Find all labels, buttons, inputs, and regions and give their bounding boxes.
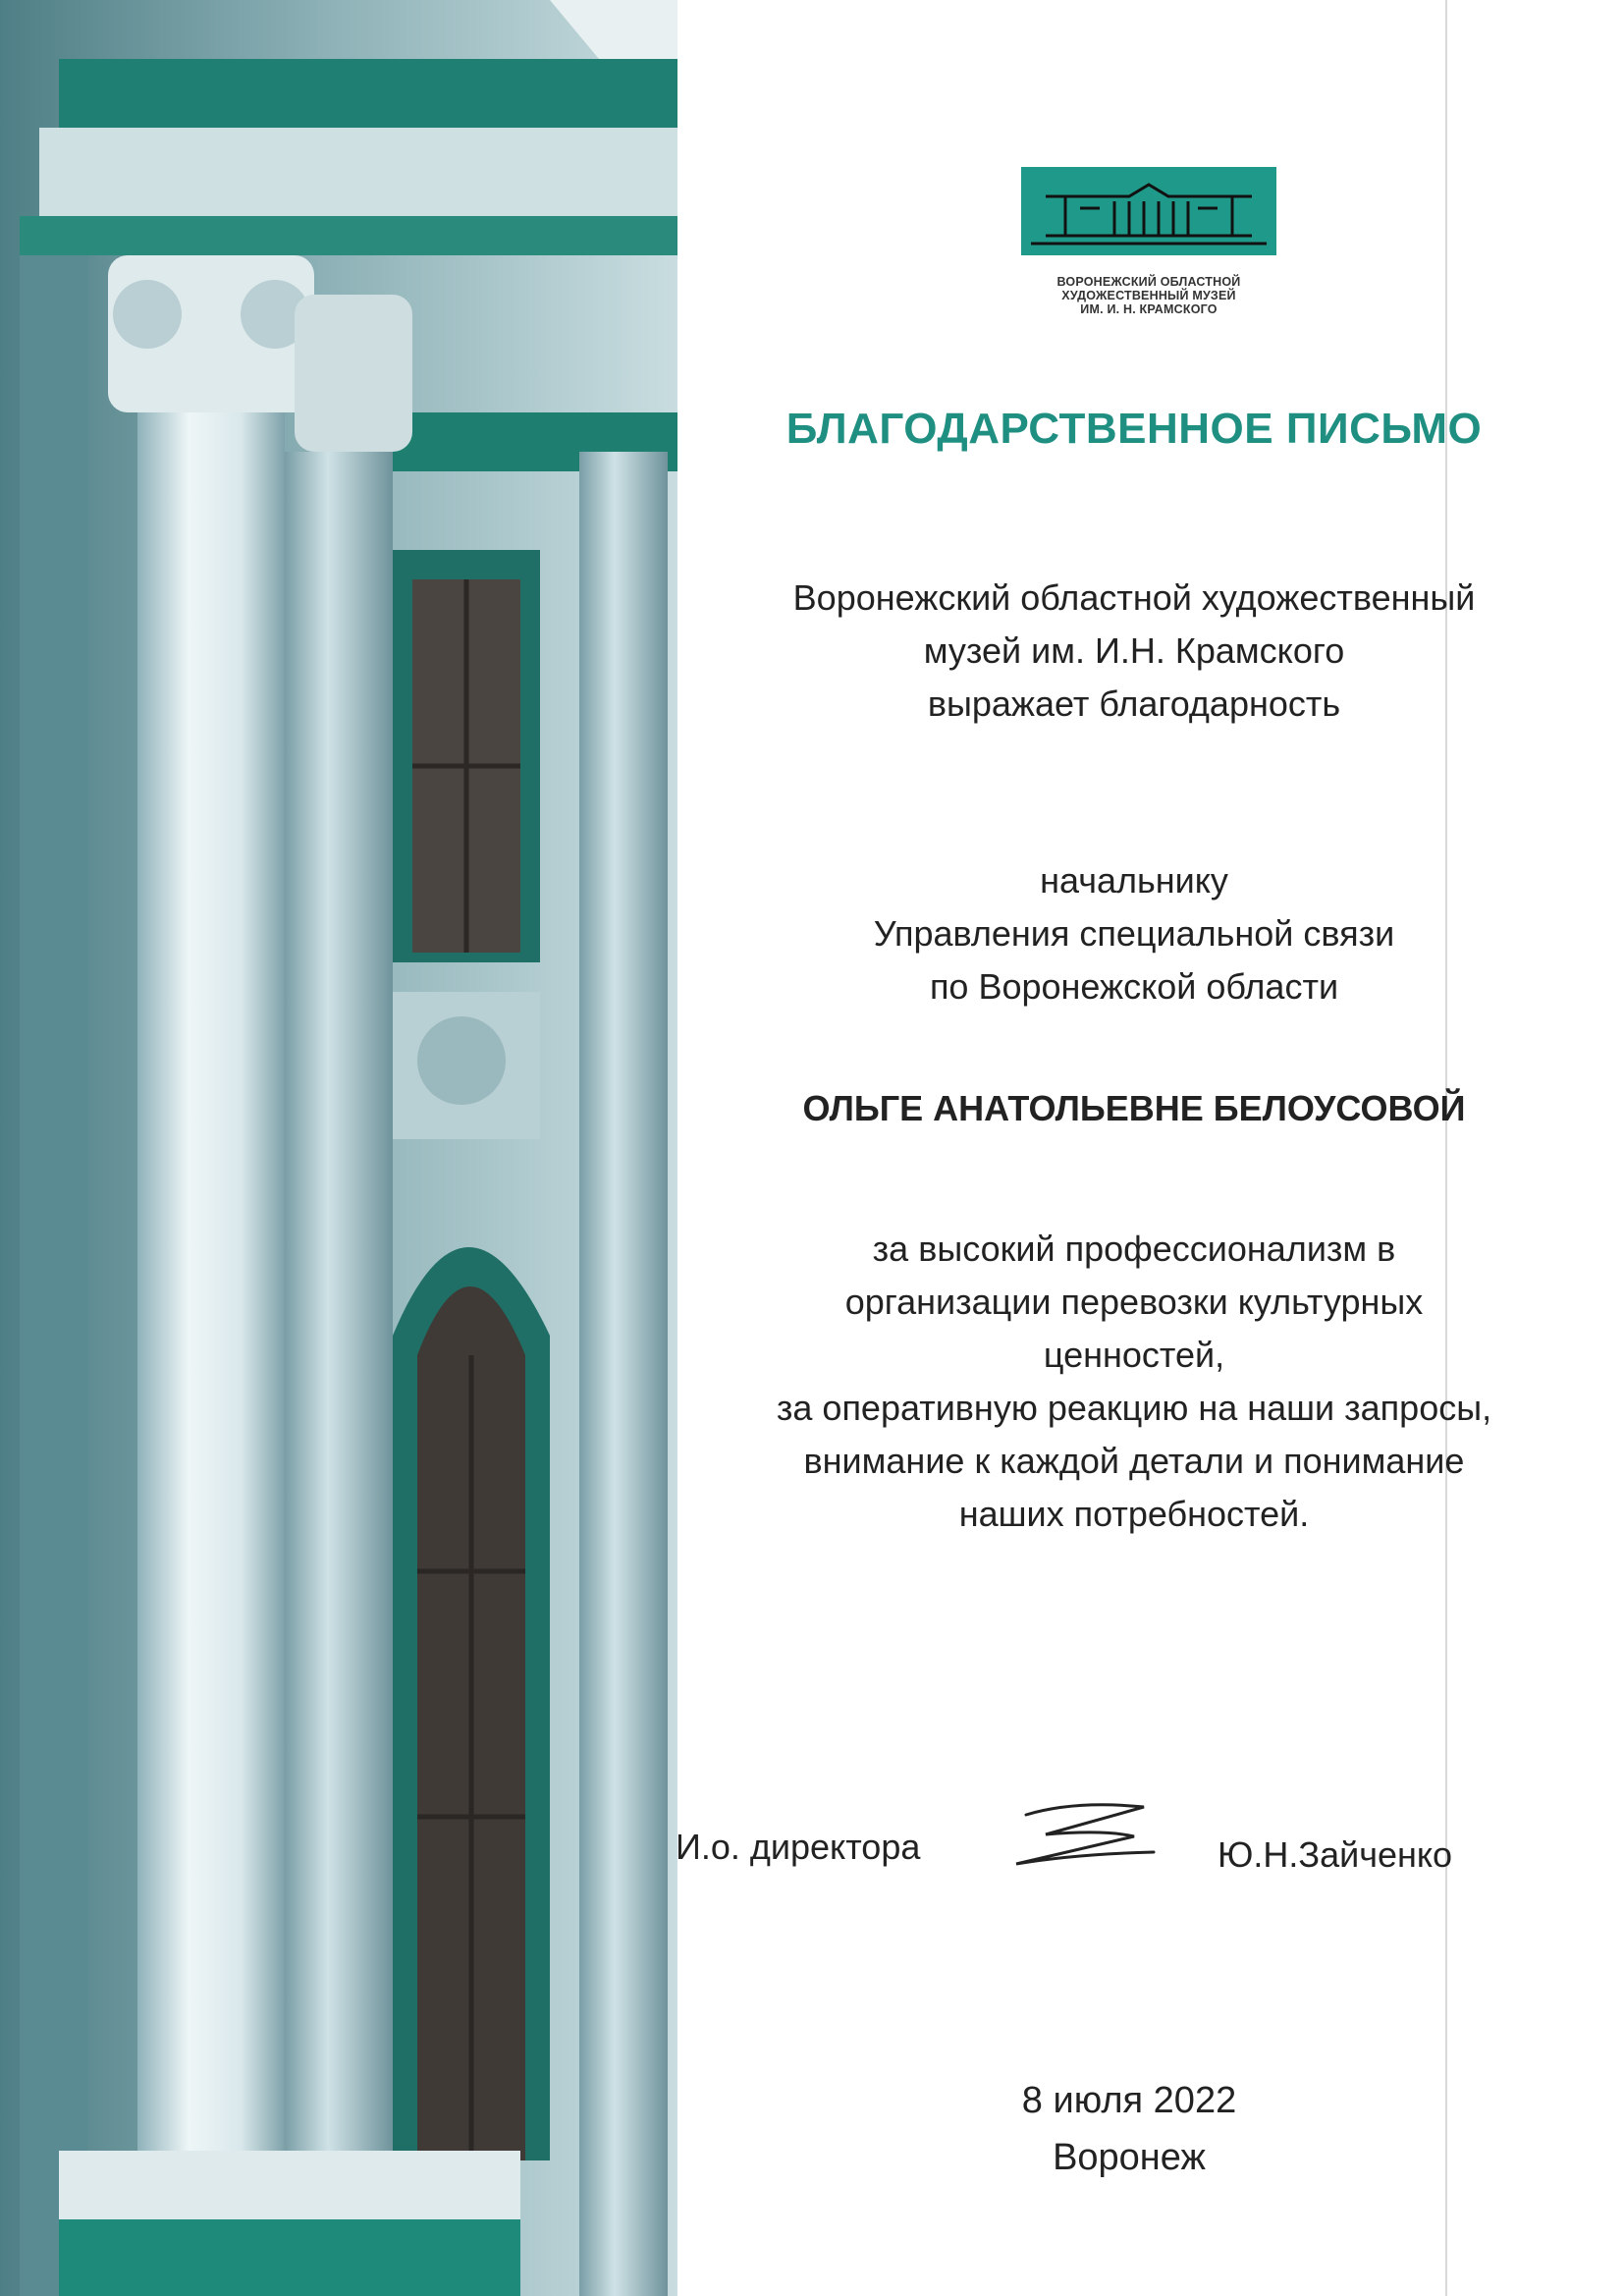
position-line: по Воронежской области [929,966,1339,1007]
intro-line: музей им. И.Н. Крамского [923,630,1345,671]
document-city: Воронеж [1053,2137,1206,2178]
recipient-name: ОЛЬГЕ АНАТОЛЬЕВНЕ БЕЛОУСОВОЙ [802,1088,1466,1128]
building-illustration [0,0,677,2296]
reason-line: ценностей, [1043,1335,1225,1375]
signatory-role: И.о. директора [676,1827,921,1867]
document-title: БЛАГОДАРСТВЕННОЕ ПИСЬМО [785,405,1483,453]
museum-building-logo-icon [1021,167,1276,255]
reason-line: за оперативную реакцию на наши запросы, [776,1388,1492,1428]
recipient-position [677,854,1591,1013]
logo-line-3: ИМ. И. Н. КРАМСКОГО [1080,302,1218,316]
logo-line-1: ВОРОНЕЖСКИЙ ОБЛАСТНОЙ [1056,275,1241,289]
date-place [677,2072,1581,2186]
logo-line-2: ХУДОЖЕСТВЕННЫЙ МУЗЕЙ [1061,289,1236,302]
signatory-name: Ю.Н.Зайченко [1218,1834,1453,1875]
reason-text [677,1223,1591,1541]
building-photo [0,0,677,2296]
intro-line: Воронежский областной художественный [792,577,1476,618]
reason-line: за высокий профессионализм в [872,1229,1396,1269]
museum-logo [1021,167,1276,316]
reason-line: наших потребностей. [958,1494,1310,1534]
intro-line: выражает благодарность [927,683,1341,724]
museum-logo-caption [1021,275,1276,316]
document-date: 8 июля 2022 [1021,2080,1237,2121]
reason-line: внимание к каждой детали и понимание [803,1441,1465,1481]
position-line: Управления специальной связи [873,913,1395,954]
scan-edge-line [1445,0,1447,2296]
position-line: начальнику [1040,860,1228,901]
handwritten-signature [987,1795,1164,1879]
reason-line: организации перевозки культурных [844,1282,1424,1322]
intro-text [677,572,1591,731]
